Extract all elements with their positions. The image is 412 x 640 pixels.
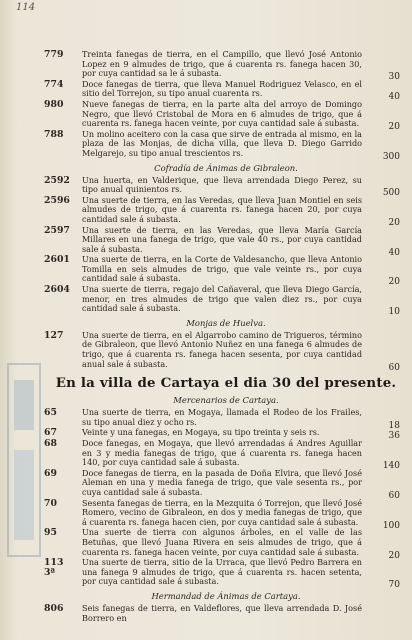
entry-number: 788 [44, 128, 64, 140]
section-title: Monjas de Huelva. [186, 317, 266, 328]
entry [44, 254, 406, 288]
document-content [46, 50, 406, 624]
entry-text: Treinta fanegas de tierra, en el Campillo, que llevó José Antonio Lopez en 9 almudes de trigo, que á cuarenta rs. fanega hacen 30, por cuya cantidad sa le á subasta. [82, 49, 362, 79]
entry-text: Una suerte de tierra, en las Veredas, que lleva Juan Montiel en seis almudes de trigo, que á cuarenta rs. fanega hacen 20, por cuya cantidad sale á subasta. [82, 194, 362, 224]
entry-text: Una suerte de tierra, regajo del Cañaveral, que lleva Diego García, menor, en tres almudes de trigo que valen diez rs., por cuya cantidad sale á subasta. [82, 284, 362, 314]
entry-number: 774 [44, 78, 64, 90]
entry-amount: 20 [388, 550, 400, 561]
entry [44, 194, 406, 228]
entry-amount: 140 [382, 461, 400, 472]
entry-amount: 60 [388, 490, 400, 501]
entry-text: Seis fanegas de tierra, en Valdeflores, que lleva arrendada D. José Borrero en [82, 602, 362, 623]
entry-number: 67 [44, 427, 57, 439]
entry-number: 2604 [44, 284, 70, 296]
corner-mark: 114 [16, 2, 36, 13]
entry-number: 95 [44, 527, 57, 539]
entry-text: Una suerte de tierra, en las Veredas, que lleva María García Millares en una fanega de trigo, que vale 40 rs., por cuya cantidad sale á subasta. [82, 224, 362, 254]
entry [44, 224, 406, 258]
entry [44, 284, 406, 318]
entry [44, 49, 406, 83]
library-stamp [4, 360, 44, 560]
entry-amount: 300 [382, 151, 400, 162]
entry-number: 2597 [44, 224, 70, 236]
entry [44, 329, 406, 373]
entry-number: 127 [44, 329, 64, 341]
entry-amount: 70 [388, 580, 400, 591]
entry-text: Una suerte de tierra, en la Corte de Valdesancho, que lleva Antonio Tomilla en seis almudes de trigo, que vale veinte rs., por cuya cantidad sale á subasta. [82, 254, 362, 284]
entry-number: 70 [44, 497, 57, 509]
entry-text: Una suerte de tierra con algunos árboles, en el valle de las Betuñas, que llevó Juana Rivera en seis almudes de trigo, que á cuarenta rs. fanega hacen veinte, por cuya cantidad sale á subasta. [82, 527, 362, 557]
entry-amount: 60 [388, 362, 400, 373]
entry-number: 2596 [44, 194, 70, 206]
section-title: Hermandad de Ánimas de Cartaya. [151, 590, 301, 601]
entry-amount: 500 [382, 188, 400, 199]
entry-text: Una huerta, en Valderique, que lleva arrendada Diego Perez, su tipo anual quinientos rs. [82, 174, 362, 195]
entry [46, 604, 406, 623]
entry-amount: 40 [388, 247, 400, 258]
entry-number: 68 [44, 438, 57, 449]
entry-number: 779 [44, 49, 64, 60]
entry-text: Doce fanegas de tierra, en la pasada de Doña Elvira, que llevó José Aleman en una y media fanega de trigo, que vale sesenta rs., por cuya cantidad sale á subasta. [82, 467, 362, 497]
entry-number: 980 [44, 98, 64, 110]
entry-number: 113 3ª [44, 557, 64, 578]
entry [44, 497, 406, 531]
entry [44, 467, 406, 501]
entry [44, 174, 406, 199]
entry [44, 128, 406, 162]
entry-amount: 30 [388, 72, 400, 83]
entry [44, 427, 406, 442]
entry [44, 438, 406, 472]
entry-text: Sesenta fanegas de tierra, en la Mezquita ó Torrejon, que llevó José Romero, vecino de Gibraleon, en dos y media fanegas de trigo, que á cuarenta rs. fanega hacen cien, por cuya cantidad sale á subasta. [82, 497, 362, 527]
entry [44, 78, 406, 103]
entry [44, 407, 406, 431]
entry-amount: 20 [388, 277, 400, 288]
entry-amount: 36 [388, 431, 400, 442]
entry-text: Nueve fanegas de tierra, en la parte alta del arroyo de Domingo Negro, que llevó Cristobal de Mora en 6 almudes de trigo, que á cuarenta rs. fanega hacen veinte, por cuya cantidad sale á subasta. [82, 98, 362, 129]
entry-amount: 20 [388, 122, 400, 133]
main-heading: En la villa de Cartaya el dia 30 del presente. [55, 375, 397, 392]
entry-number: 2601 [44, 254, 70, 266]
entry [44, 527, 406, 561]
entry [44, 557, 406, 591]
entry-amount: 40 [388, 92, 400, 103]
entry-text: Una suerte de tierra, sitio de la Urraca, que llevó Pedro Barrera en una fanega 9 almudes de trigo, que á cuarenta rs. hacen setenta, por cuya cantidad sale á subasta. [82, 557, 362, 587]
entry-amount: 20 [388, 217, 400, 228]
entry-text: Una suerte de tierra, en Mogaya, llamada el Rodeo de los Frailes, su tipo anual diez y ocho rs. [82, 407, 362, 427]
entry-number: 69 [44, 467, 57, 479]
entry-text: Un molino aceitero con la casa que sirve de entrada al mismo, en la plaza de las Monjas, de dicha villa, que lleva D. Diego Garrido Melgarejo, su tipo anual trescientos rs. [82, 128, 362, 158]
entry-text: Una suerte de tierra, en el Algarrobo camino de Trigueros, término de Gibraleon, que llevó Antonio Nuñez en una fanega 6 almudes de trigo, que á cuarenta rs. fanega hacen sesenta, por cuya cantidad anual sale á subasta. [82, 329, 362, 369]
entry-amount: 18 [388, 420, 400, 431]
entry-text: Veinte y una fanegas, en Mogaya, su tipo treinta y seis rs. [82, 427, 320, 438]
section-title: Cofradía de Ánimas de Gibraleon. [154, 162, 298, 173]
entry-number: 65 [44, 407, 57, 419]
entry-number: 806 [44, 602, 64, 614]
entry [44, 98, 406, 133]
entry-text: Doce fanegas de tierra, que lleva Manuel Rodriguez Velasco, en el sitio del Torrejon, su tipo anual cuarenta rs. [82, 78, 362, 99]
section-title: Mercenarios de Cartaya. [173, 395, 279, 406]
entry-text: Doce fanegas, en Mogaya, que llevó arrendadas á Andres Aguillar en 3 y media fanegas de trigo, que á cuarenta rs. fanega hacen 140, por cuya cantidad sale á subasta. [82, 438, 362, 468]
entry-number: 2592 [44, 174, 70, 186]
entry-amount: 10 [388, 307, 400, 318]
entry-amount: 100 [382, 520, 400, 531]
